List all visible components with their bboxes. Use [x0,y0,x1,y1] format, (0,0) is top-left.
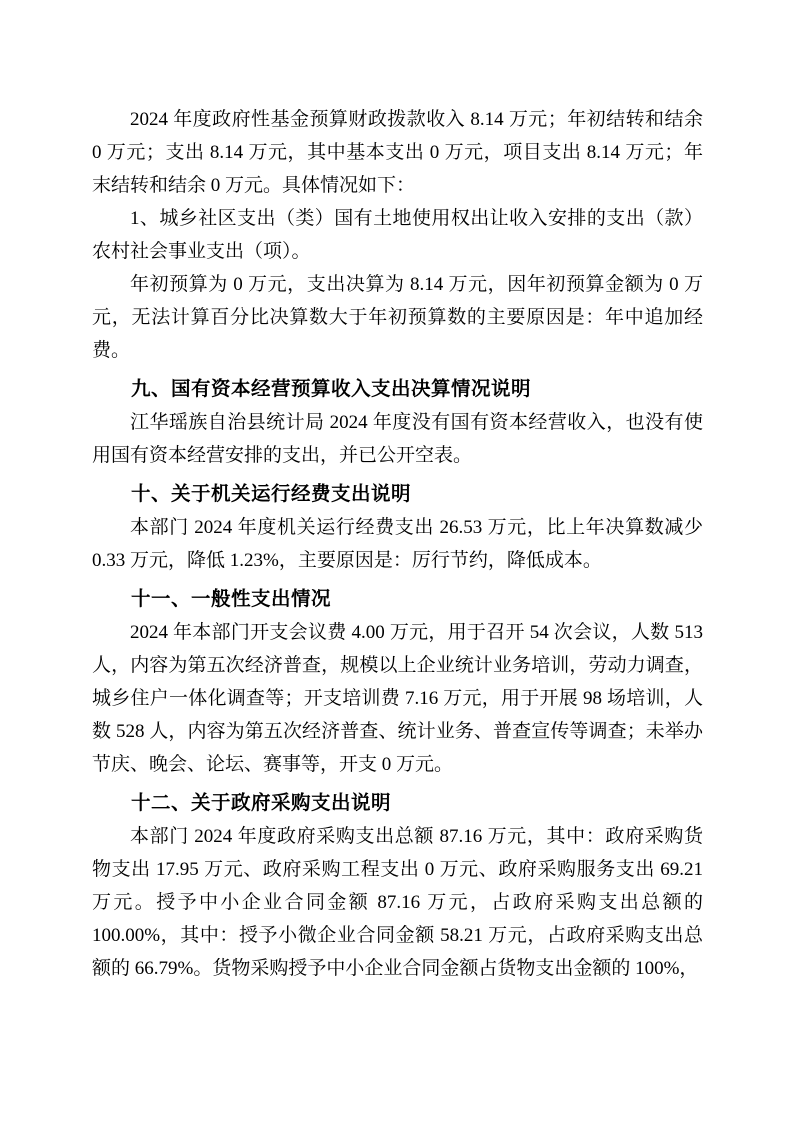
paragraph-state-capital-statement: 江华瑶族自治县统计局 2024 年度没有国有资本经营收入，也没有使用国有资本经营安排的支出，并已公开空表。 [92,412,703,466]
heading-section-12-government-procurement: 十二、关于政府采购支出说明 [131,792,392,814]
paragraph-general-expense-statement: 2024 年本部门开支会议费 4.00 万元，用于召开 54 次会议，人数 513 人，内容为第五次经济普查，规模以上企业统计业务培训，劳动力调查，城乡住户一体化调查等；开支培训费 7.16 万元，用于开展 98 场培训，人数 528 人，内容为第五次经济普查、统计业务、普查宣传等调查；未举办节庆、晚会、论坛、赛事等，开支 0 万元。 [92,622,703,775]
paragraph-procurement-statement: 本部门 2024 年度政府采购支出总额 87.16 万元，其中：政府采购货物支出 17.95 万元、政府采购工程支出 0 万元、政府采购服务支出 69.21 万元。授予中小企业合同金额 87.16 万元，占政府采购支出总额的 100.00%，其中：授予小微企业合同金额 58.21 万元，占政府采购支出总额的 66.79%。货物采购授予中小企业合同金额占货物支出金额的 100%， [92,826,703,979]
paragraph-urban-rural-expense-item: 1、城乡社区支出（类）国有土地使用权出让收入安排的支出（款）农村社会事业支出（项）。 [92,208,703,262]
paragraph-operating-expense-statement: 本部门 2024 年度机关运行经费支出 26.53 万元，比上年决算数减少 0.33 万元，降低 1.23%，主要原因是：厉行节约，降低成本。 [92,517,703,571]
paragraph-gov-fund-summary: 2024 年度政府性基金预算财政拨款收入 8.14 万元；年初结转和结余 0 万元；支出 8.14 万元，其中基本支出 0 万元，项目支出 8.14 万元；年末结转和结余 0 万元。具体情况如下： [92,109,703,196]
heading-section-11-general-expense: 十一、一般性支出情况 [131,588,332,610]
heading-section-10-operating-expense: 十、关于机关运行经费支出说明 [131,483,412,505]
paragraph-budget-vs-final-explanation: 年初预算为 0 万元，支出决算为 8.14 万元，因年初预算金额为 0 万元，无法计算百分比决算数大于年初预算数的主要原因是：年中追加经费。 [92,274,703,361]
heading-section-9-state-capital-budget: 九、国有资本经营预算收入支出决算情况说明 [131,378,532,400]
